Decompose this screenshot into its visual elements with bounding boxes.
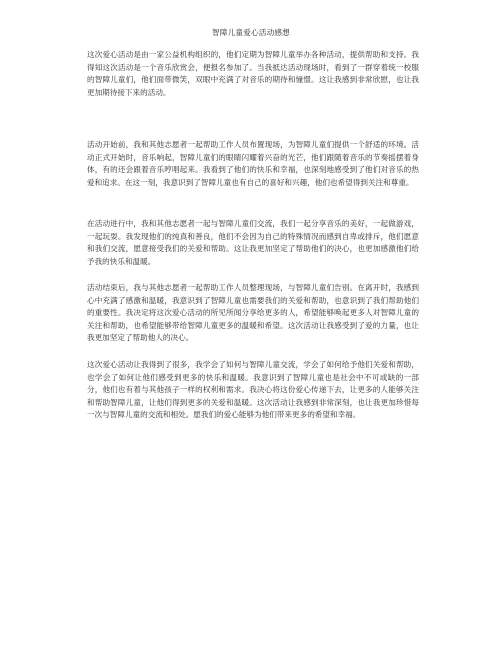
paragraph-4: 活动结束后，我与其他志愿者一起帮助工作人员整理现场，与智障儿童们告别。在离开时，我感到心中充满了感激和温暖，我意识到了智障儿童也需要我们的关爱和帮助，也意识到了我们帮助他们的重要性。我决定将这次爱心活动的所见所闻分享给更多的人，希望能够唤起更多人对智障儿童的关注和帮助，也希望能够带给智障儿童更多的温暖和希望。这次活动让我感受到了爱的力量，也让我更加坚定了帮助他人的决心。: [87, 283, 419, 343]
paragraph-3: 在活动进行中，我和其他志愿者一起与智障儿童们交流，我们一起分享音乐的美好，一起做游戏，一起玩耍。我发现他们的纯真和善良，他们不会因为自己的特殊情况而感到自卑或排斥，他们愿意和我们交流，愿意接受我们的关爱和帮助。这让我更加坚定了帮助他们的决心，也更加感激他们给予我的快乐和温暖。: [87, 219, 419, 266]
document-title: 智障儿童爱心活动感想: [212, 28, 290, 37]
paragraph-2: 活动开始前，我和其他志愿者一起帮助工作人员布置现场，为智障儿童们提供一个舒适的环境。活动正式开始时，音乐响起，智障儿童们的眼睛闪耀着兴奋的光芒，他们跟随着音乐的节奏摇摆着身体，有的还会跟着音乐哼唱起来。我看到了他们的快乐和幸福，也深刻地感受到了他们对音乐的热爱和追求。在这一刻，我意识到了智障儿童也有自己的喜好和兴趣，他们也希望得到关注和尊重。: [87, 140, 419, 187]
paragraph-1: 这次爱心活动是由一家公益机构组织的，他们定期为智障儿童举办各种活动，提供帮助和支持。我得知这次活动是一个音乐欣赏会，便报名参加了。当我抵达活动现场时，看到了一群穿着统一校服的智障儿童们，他们面带微笑，双眼中充满了对音乐的期待和憧憬。这让我感到非常欣慰，也让我更加期待接下来的活动。: [87, 50, 419, 97]
paragraph-5: 这次爱心活动让我得到了很多，我学会了如何与智障儿童交流，学会了如何给予他们关爱和帮助，也学会了如何让他们感受到更多的快乐和温暖。我意识到了智障儿童也是社会中不可或缺的一部分，他们也有着与其他孩子一样的权利和需求。我决心将这份爱心传递下去，让更多的人能够关注和帮助智障儿童，让他们得到更多的关爱和温暖。这次活动让我感到非常深刻，也让我更加珍惜每一次与智障儿童的交流和相处。愿我们的爱心能够为他们带来更多的希望和幸福。: [87, 360, 419, 420]
